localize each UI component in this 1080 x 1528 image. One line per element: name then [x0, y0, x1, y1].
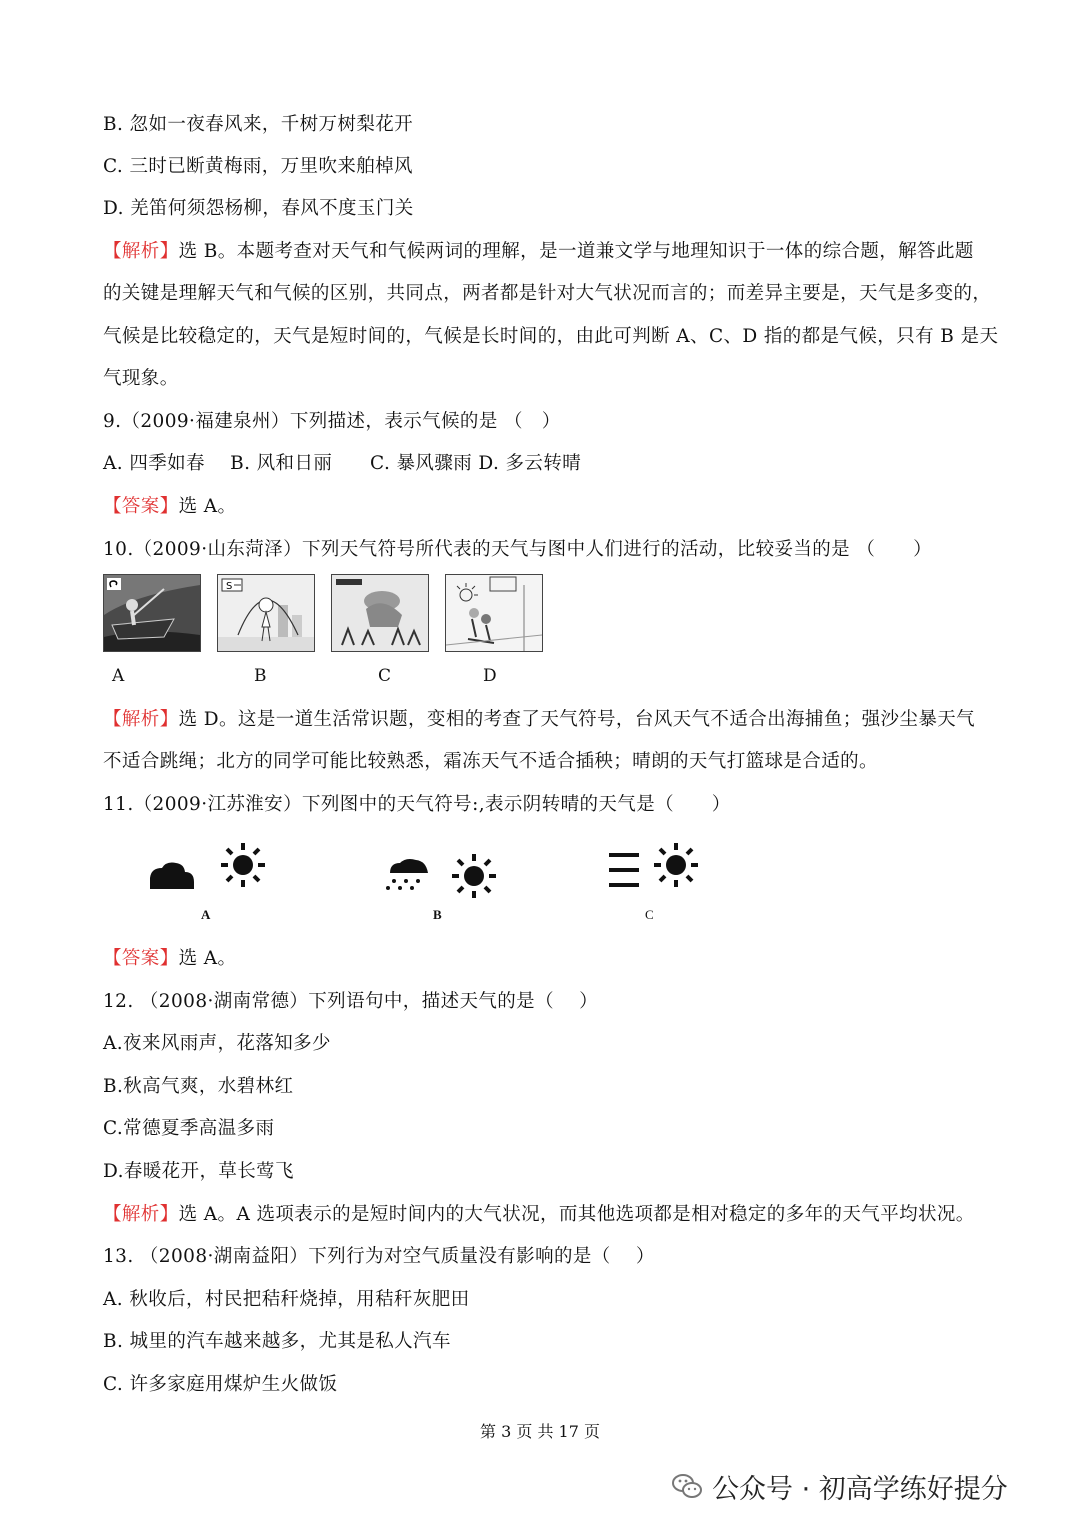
- sun-icon: [451, 853, 497, 899]
- q11-label-b: B: [433, 907, 442, 922]
- basketball-picture: [445, 574, 543, 652]
- sun-icon: [220, 842, 266, 888]
- q9-answer: [103, 494, 236, 520]
- q12-option-b: B.秋高气爽，水碧林红: [103, 1076, 294, 1097]
- q12-option-c: C.常德夏季高温多雨: [103, 1118, 275, 1139]
- q10-label-d: D: [483, 666, 497, 686]
- q9-stem: 9.（2009·福建泉州）下列描述，表示气候的是 （ ）: [103, 411, 561, 432]
- q9-options: A. 四季如春 B. 风和日丽 C. 暴风骤雨 D. 多云转晴: [103, 453, 582, 474]
- analysis-tag: 【解析】: [103, 709, 179, 730]
- q10-label-a: A: [112, 666, 125, 686]
- q11-stem: 11.（2009·江苏淮安）下列图中的天气符号:,表示阴转晴的天气是（ ）: [103, 794, 731, 815]
- q13-stem: 13. （2008·湖南益阳）下列行为对空气质量没有影响的是（ ）: [103, 1246, 655, 1267]
- wechat-icon: [672, 1472, 702, 1500]
- jump-rope-picture: [217, 574, 315, 652]
- q10-analysis-line-2: 不适合跳绳；北方的同学可能比较熟悉，霜冻天气不适合插秧；晴朗的天气打篮球是合适的。: [103, 751, 878, 772]
- q12-option-a: A.夜来风雨声，花落知多少: [103, 1033, 331, 1054]
- overcast-icon: [148, 860, 196, 890]
- q12-option-d: D.春暖花开，草长莺飞: [103, 1161, 294, 1182]
- svg-text:S: S: [226, 581, 233, 592]
- q10-stem: 10.（2009·山东菏泽）下列天气符号所代表的天气与图中人们进行的活动，比较妥当的是 （ ）: [103, 539, 932, 560]
- q10-analysis-line-1: [103, 707, 975, 733]
- q13-option-c: C. 许多家庭用煤炉生火做饭: [103, 1374, 338, 1395]
- q12-analysis: [103, 1202, 975, 1228]
- page-number: 第 3 页 共 17 页: [480, 1422, 600, 1441]
- sun-icon: [653, 842, 699, 888]
- cloudy-rain-icon: [384, 857, 434, 893]
- analysis-text: 选 A。A 选项表示的是短时间内的大气状况，而其他选项都是相对稳定的多年的天气平均状况。: [178, 1204, 975, 1225]
- analysis-text: 选 D。这是一道生活常识题，变相的考查了天气符号，台风天气不适合出海捕鱼；强沙尘暴天气: [178, 709, 976, 730]
- fishing-boat-picture: [103, 574, 201, 652]
- watermark: [672, 1466, 1008, 1506]
- q11-label-c: C: [645, 907, 654, 922]
- q8-option-d: D. 羌笛何须怨杨柳，春风不度玉门关: [103, 198, 414, 219]
- q8-analysis-line-4: 气现象。: [103, 368, 179, 389]
- rice-planting-picture: [331, 574, 429, 652]
- fog-icon: [609, 851, 641, 889]
- watermark-text: 公众号 · 初高学练好提分: [712, 1473, 1008, 1505]
- q8-option-b: B. 忽如一夜春风来，千树万树梨花开: [103, 114, 414, 135]
- q8-analysis-line-1: [103, 239, 974, 265]
- q13-option-a: A. 秋收后，村民把秸秆烧掉，用秸秆灰肥田: [103, 1289, 470, 1310]
- answer-text: 选 A。: [178, 496, 237, 517]
- q12-stem: 12. （2008·湖南常德）下列语句中，描述天气的是（ ）: [103, 991, 599, 1012]
- analysis-tag: 【解析】: [103, 241, 179, 262]
- q8-option-c: C. 三时已断黄梅雨，万里吹来舶棹风: [103, 156, 413, 177]
- q10-label-c: C: [378, 666, 392, 686]
- q8-analysis-line-3: 气候是比较稳定的，天气是短时间的，气候是长时间的，由此可判断 A、C、D 指的都是气候，只有 B 是天: [103, 326, 999, 347]
- answer-tag: 【答案】: [103, 948, 179, 969]
- analysis-text: 选 B。本题考查对天气和气候两词的理解，是一道兼文学与地理知识于一体的综合题，解答此题: [178, 241, 974, 262]
- analysis-tag: 【解析】: [103, 1204, 179, 1225]
- answer-text: 选 A。: [178, 948, 237, 969]
- q10-label-b: B: [254, 666, 267, 686]
- q13-option-b: B. 城里的汽车越来越多，尤其是私人汽车: [103, 1331, 451, 1352]
- q11-answer: [103, 946, 236, 972]
- q8-analysis-line-2: 的关键是理解天气和气候的区别，共同点，两者都是针对大气状况而言的；而差异主要是，天气是多变的，: [103, 283, 992, 304]
- answer-tag: 【答案】: [103, 496, 179, 517]
- q11-label-a: A: [201, 907, 211, 922]
